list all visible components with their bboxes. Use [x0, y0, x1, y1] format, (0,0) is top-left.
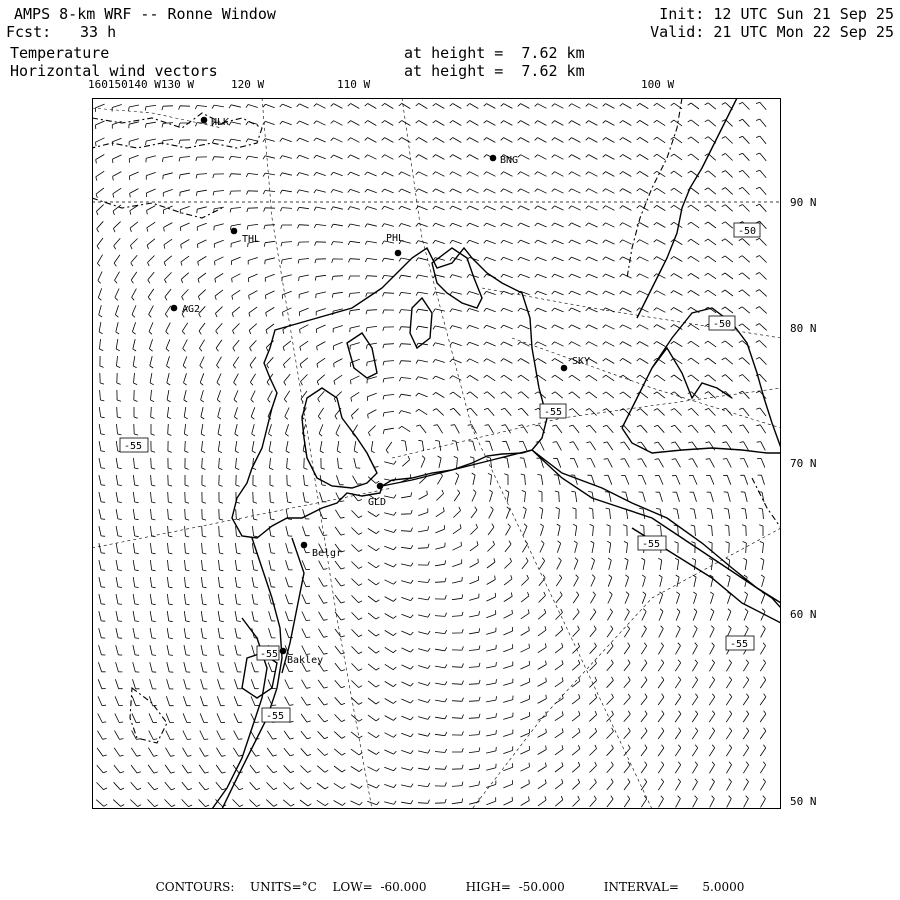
station-label: PHL [386, 233, 405, 244]
station-label: SKY [572, 356, 591, 367]
valid-time: Valid: 21 UTC Mon 22 Sep 25 [650, 23, 894, 41]
map-title: AMPS 8-km WRF -- Ronne Window [14, 5, 276, 23]
lon-label: 160150140 W130 W [88, 78, 194, 91]
height-temperature: at height = 7.62 km [404, 44, 585, 62]
lon-label: 110 W [337, 78, 371, 91]
contour-label [726, 636, 754, 650]
lat-label: 70 N [790, 457, 817, 470]
svg-text:-55: -55 [266, 711, 285, 722]
map-panel [92, 98, 781, 809]
lat-label: 90 N [790, 196, 817, 209]
lon-label: 120 W [231, 78, 265, 91]
height-wind: at height = 7.62 km [404, 62, 585, 80]
svg-text:-55: -55 [124, 441, 143, 452]
init-time: Init: 12 UTC Sun 21 Sep 25 [659, 5, 894, 23]
contour-label [638, 536, 666, 550]
field-temperature: Temperature [10, 44, 110, 62]
contour-label [257, 646, 279, 660]
svg-text:-55: -55 [260, 649, 279, 660]
svg-text:-50: -50 [738, 226, 757, 237]
forecast-label: Fcst: [6, 23, 52, 41]
field-wind-vectors: Horizontal wind vectors [10, 62, 218, 80]
contour-label [262, 708, 290, 722]
station-label: Belgr [312, 548, 343, 559]
contour-label [709, 316, 735, 330]
contour-label [734, 223, 760, 237]
station-label: AG2 [182, 304, 201, 315]
station-label: BNG [500, 155, 519, 166]
lon-label: 100 W [641, 78, 675, 91]
contour-info: CONTOURS: UNITS=°C LOW= -60.000 HIGH= -50.000 INTERVAL= 5.0000 [155, 880, 745, 894]
station-label: HLK [211, 117, 230, 128]
contour-label [540, 404, 566, 418]
lat-label: 80 N [790, 322, 817, 335]
svg-text:-55: -55 [544, 407, 563, 418]
lat-label: 50 N [790, 795, 817, 808]
station-label: Bakley [287, 655, 324, 666]
lat-label: 60 N [790, 608, 817, 621]
contour-label [120, 438, 148, 452]
svg-text:-55: -55 [642, 539, 661, 550]
svg-text:-50: -50 [713, 319, 732, 330]
station-label: THL [242, 234, 261, 245]
svg-text:-55: -55 [730, 639, 749, 650]
station-label: GLD [368, 497, 387, 508]
forecast-hours: 33 h [80, 23, 117, 41]
